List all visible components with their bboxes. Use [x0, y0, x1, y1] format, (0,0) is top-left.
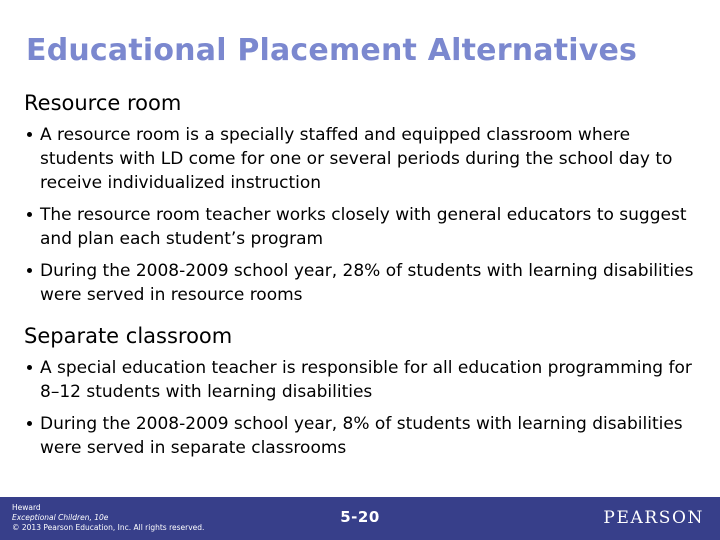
- footer-book-title: Exceptional Children, 10e: [12, 513, 109, 522]
- list-item: [0, 123, 720, 195]
- list-item-text: During the 2008-2009 school year, 8% of students with learning disabilities were served in separate classrooms: [40, 414, 683, 458]
- footer-author: Heward: [12, 503, 41, 512]
- pearson-logo: PEARSON: [603, 508, 704, 528]
- footer-band: [0, 497, 720, 540]
- bullet-point-icon: [27, 132, 32, 137]
- list-item-text: During the 2008-2009 school year, 28% of students with learning disabilities were served in resource rooms: [40, 261, 694, 305]
- list-item-text: A special education teacher is responsible for all education programming for 8–12 students with learning disabilities: [40, 358, 692, 402]
- section-heading: Resource room: [24, 91, 182, 115]
- bullet-list: [0, 123, 720, 307]
- list-item: [0, 259, 720, 307]
- list-item: [0, 203, 720, 251]
- bullet-point-icon: [27, 212, 32, 217]
- list-item: [0, 356, 720, 404]
- bullet-list: [0, 356, 720, 460]
- list-item-text: A resource room is a specially staffed and equipped classroom where students with LD come for one or several periods during the school day to receive individualized instruction: [40, 125, 673, 193]
- list-item: [0, 412, 720, 460]
- footer-copyright: © 2013 Pearson Education, Inc. All rights reserved.: [12, 523, 205, 532]
- section-resource-room: [0, 90, 720, 307]
- list-item-text: The resource room teacher works closely with general educators to suggest and plan each student’s program: [40, 205, 687, 249]
- page-title: Educational Placement Alternatives: [26, 33, 638, 68]
- bullet-point-icon: [27, 421, 32, 426]
- bullet-point-icon: [27, 365, 32, 370]
- section-heading: Separate classroom: [24, 324, 233, 348]
- bullet-point-icon: [27, 268, 32, 273]
- slide-body: [0, 90, 720, 460]
- page-number: 5-20: [340, 508, 380, 526]
- section-separate-classroom: [0, 323, 720, 460]
